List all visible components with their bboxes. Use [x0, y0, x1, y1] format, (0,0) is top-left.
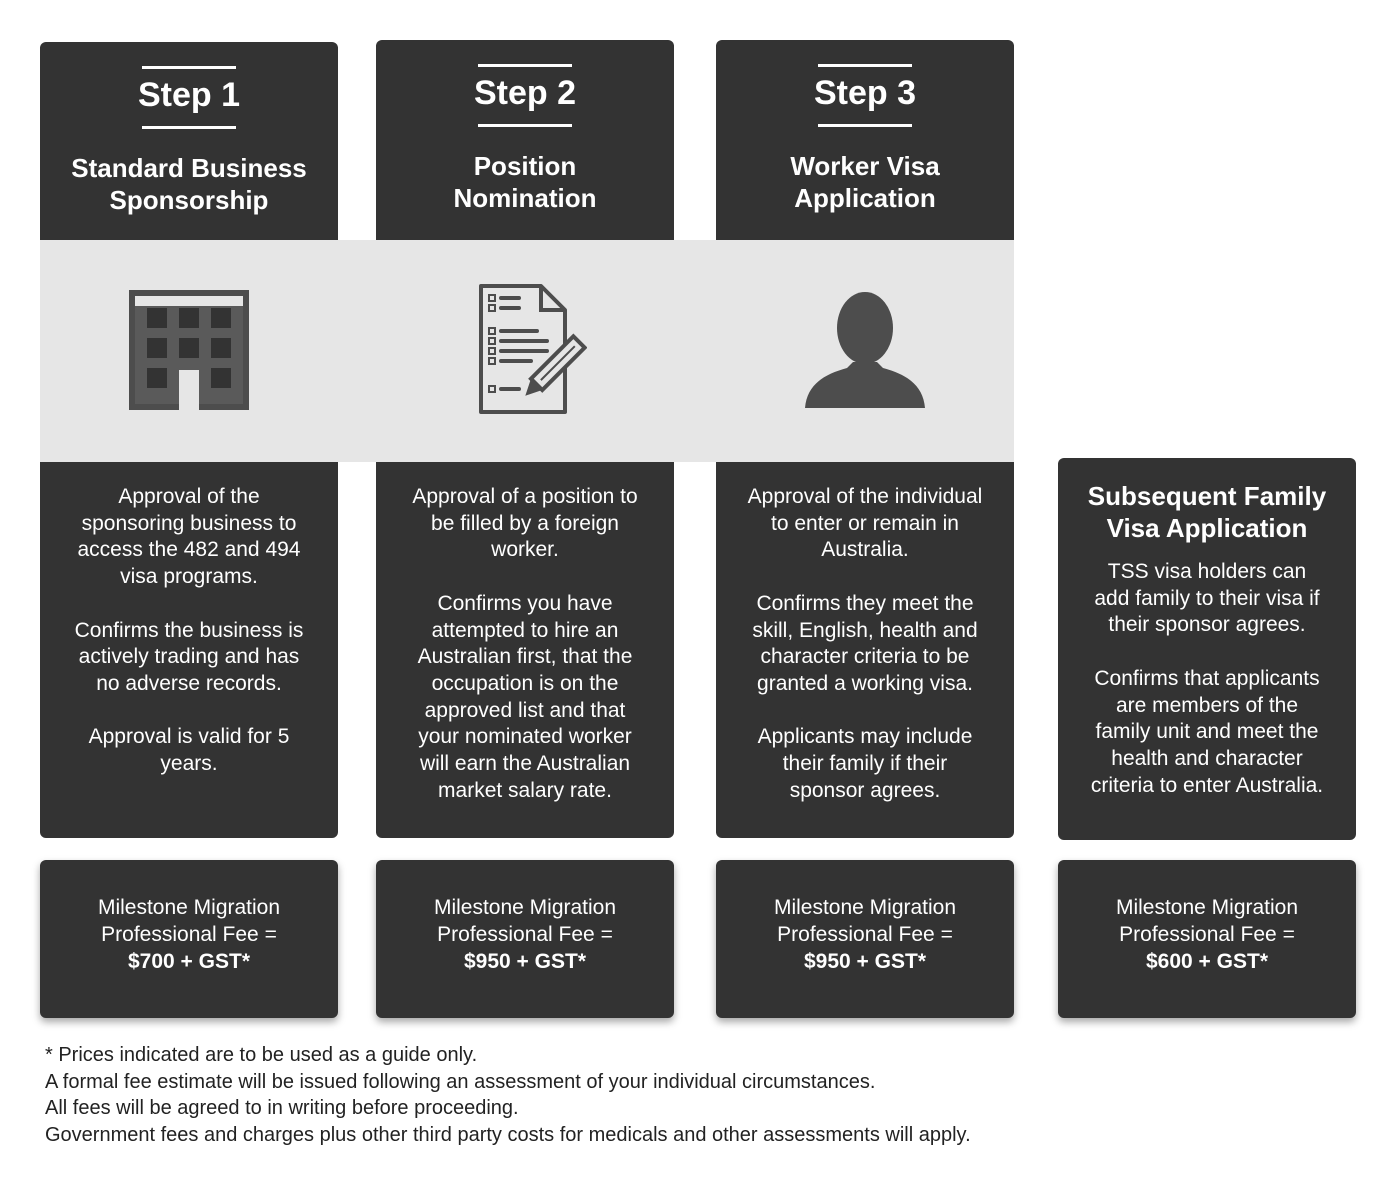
fee-amount: $950 + GST* [804, 950, 926, 973]
step3-header [716, 40, 1014, 270]
step-title-line: Sponsorship [109, 185, 269, 215]
fee-line: Professional Fee = [1119, 923, 1295, 946]
family-title-line: Visa Application [1106, 513, 1308, 543]
step2-fee-card [376, 860, 674, 1018]
fee-amount: $600 + GST* [1146, 950, 1268, 973]
fee-line: Professional Fee = [101, 923, 277, 946]
fee-amount: $950 + GST* [464, 950, 586, 973]
step-title-line: Nomination [453, 183, 597, 213]
family-description: TSS visa holders can add family to their visa if their sponsor agrees. Confirms that applicants are members of the family unit and meet the health and character criteria to enter Australia. [1090, 560, 1324, 797]
step-title [386, 150, 664, 214]
step3-description-card [716, 462, 1014, 838]
step-title [50, 152, 328, 216]
step-title-line: Position [473, 151, 577, 181]
fee-line: Milestone Migration [773, 896, 957, 919]
footnotes [45, 1042, 971, 1149]
footnote-line: All fees will be agreed to in writing before proceeding. [45, 1097, 519, 1120]
fee-line: Milestone Migration [433, 896, 617, 919]
fee-line: Professional Fee = [437, 923, 613, 946]
step-description: Approval of the individual to enter or remain in Australia. Confirms they meet the skill, English, health and character criteria to be granted a working visa. Applicants may include their family if their sponsor agrees. [747, 485, 983, 802]
fee-text [726, 894, 1004, 975]
divider [818, 124, 912, 127]
fee-text [386, 894, 664, 975]
step-title-line: Application [794, 183, 936, 213]
family-title-line: Subsequent Family [1087, 481, 1327, 511]
building-icon [114, 280, 264, 420]
step2-header [376, 40, 674, 270]
icon-band [40, 240, 1014, 462]
footnote-line: Government fees and charges plus other third party costs for medicals and other assessments will apply. [45, 1124, 971, 1147]
divider [818, 64, 912, 67]
step3-fee-card [716, 860, 1014, 1018]
family-visa-card [1058, 458, 1356, 840]
fee-line: Milestone Migration [1115, 896, 1299, 919]
fee-line: Milestone Migration [97, 896, 281, 919]
step-description: Approval of the sponsoring business to access the 482 and 494 visa programs. Confirms the business is actively trading and has no adverse records. Approval is valid for 5 years. [74, 485, 304, 776]
step-title-line: Worker Visa [790, 151, 940, 181]
step-description: Approval of a position to be filled by a foreign worker. Confirms you have attempted to hire an Australian first, that the occupation is on the approved list and that your nominated worker will earn the Australian market salary rate. [412, 485, 638, 802]
fee-line: Professional Fee = [777, 923, 953, 946]
step-title [726, 150, 1004, 214]
divider [142, 126, 236, 129]
family-title [1068, 480, 1346, 544]
divider [478, 124, 572, 127]
divider [142, 66, 236, 69]
fee-text [1068, 894, 1346, 975]
step-label: Step 3 [813, 74, 917, 112]
step2-description-card [376, 462, 674, 838]
footnote-line: A formal fee estimate will be issued following an assessment of your individual circumstances. [45, 1070, 876, 1093]
step-label: Step 1 [137, 76, 241, 114]
step-label: Step 2 [473, 74, 577, 112]
family-fee-card [1058, 860, 1356, 1018]
footnote-line: * Prices indicated are to be used as a guide only. [45, 1044, 478, 1066]
step1-header [40, 42, 338, 272]
fee-text [50, 894, 328, 975]
step1-fee-card [40, 860, 338, 1018]
fee-amount: $700 + GST* [128, 950, 250, 973]
step1-description-card [40, 462, 338, 838]
document-pencil-icon [452, 280, 602, 420]
divider [478, 64, 572, 67]
step-title-line: Standard Business [71, 153, 307, 183]
person-icon [790, 280, 940, 420]
